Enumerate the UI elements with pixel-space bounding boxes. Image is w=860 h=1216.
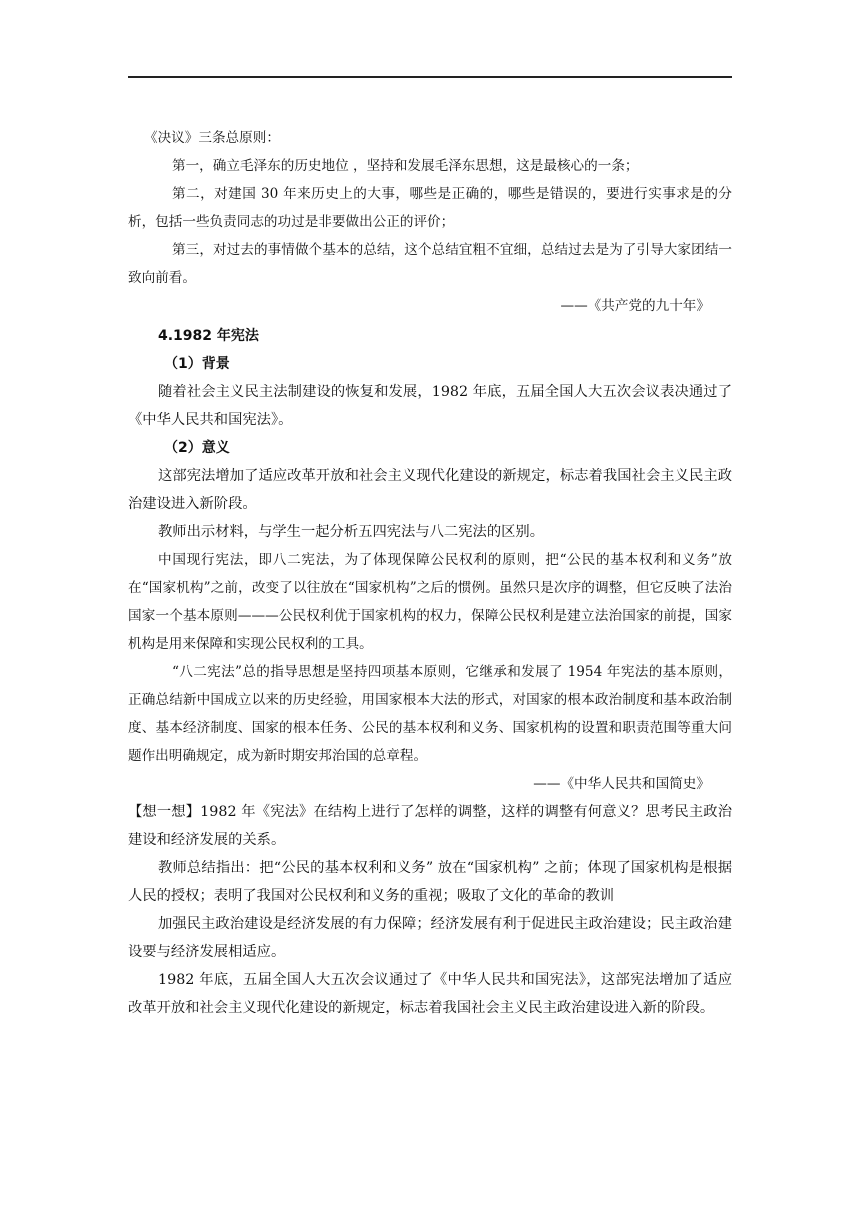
teacher-summary: 教师总结指出：把“公民的基本权利和义务” 放在“国家机构” 之前；体现了国家机构是根据人民的授权；表明了我国对公民权利和义务的重视；吸取了文化的革命的教训 xyxy=(128,860,732,904)
significance-paragraph: 这部宪法增加了适应改革开放和社会主义现代化建设的新规定，标志着我国社会主义民主政治建设进入新阶段。 xyxy=(128,468,732,512)
document-body xyxy=(128,124,732,1022)
material-quote-one: 中国现行宪法，即八二宪法，为了体现保障公民权利的原则，把“公民的基本权利和义务”放在“国家机构”之前，改变了以往放在“国家机构”之后的惯例。虽然只是次序的调整，但它反映了法治国家一个基本原则———公民权利优于国家机构的权力，保障公民权利是建立法治国家的前提，国家机构是用来保障和实现公民权利的工具。 xyxy=(128,552,732,652)
principle-two: 第二，对建国 30 年来历史上的大事，哪些是正确的，哪些是错误的，要进行实事求是的分析，包括一些负责同志的功过是非要做出公正的评价； xyxy=(128,186,732,230)
think-question: 【想一想】1982 年《宪法》在结构上进行了怎样的调整，这样的调整有何意义？思考民主政治建设和经济发展的关系。 xyxy=(128,804,732,848)
subheading-background: （1）背景 xyxy=(164,356,230,372)
conclusion-paragraph: 1982 年底，五届全国人大五次会议通过了《中华人民共和国宪法》，这部宪法增加了适应改革开放和社会主义现代化建设的新规定，标志着我国社会主义民主政治建设进入新的阶段。 xyxy=(128,972,732,1016)
section-heading: 4.1982 年宪法 xyxy=(158,328,259,344)
material-quote-two: “八二宪法”总的指导思想是坚持四项基本原则，它继承和发展了 1954 年宪法的基本原则，正确总结新中国成立以来的历史经验，用国家根本大法的形式，对国家的根本政治制度和基本政治制度、基本经济制度、国家的根本任务、公民的基本权利和义务、国家机构的设置和职责范围等重大问题作出明确规定，成为新时期安邦治国的总章程。 xyxy=(128,664,732,764)
header-rule xyxy=(128,76,732,78)
source-citation: ——《共产党的九十年》 xyxy=(560,298,710,314)
source-citation: ——《中华人民共和国简史》 xyxy=(533,776,710,792)
relationship-paragraph: 加强民主政治建设是经济发展的有力保障；经济发展有利于促进民主政治建设；民主政治建设要与经济发展相适应。 xyxy=(128,916,732,960)
principle-one: 第一，确立毛泽东的历史地位 ，坚持和发展毛泽东思想，这是最核心的一条； xyxy=(172,158,639,174)
subheading-significance: （2）意义 xyxy=(164,440,230,456)
teacher-material-intro: 教师出示材料，与学生一起分析五四宪法与八二宪法的区别。 xyxy=(158,524,545,540)
background-paragraph: 随着社会主义民主法制建设的恢复和发展，1982 年底，五届全国人大五次会议表决通过了《中华人民共和国宪法》。 xyxy=(128,384,732,428)
resolution-principles-heading: 《决议》三条总原则： xyxy=(144,130,280,146)
principle-three: 第三，对过去的事情做个基本的总结，这个总结宜粗不宜细，总结过去是为了引导大家团结一致向前看。 xyxy=(128,242,732,286)
